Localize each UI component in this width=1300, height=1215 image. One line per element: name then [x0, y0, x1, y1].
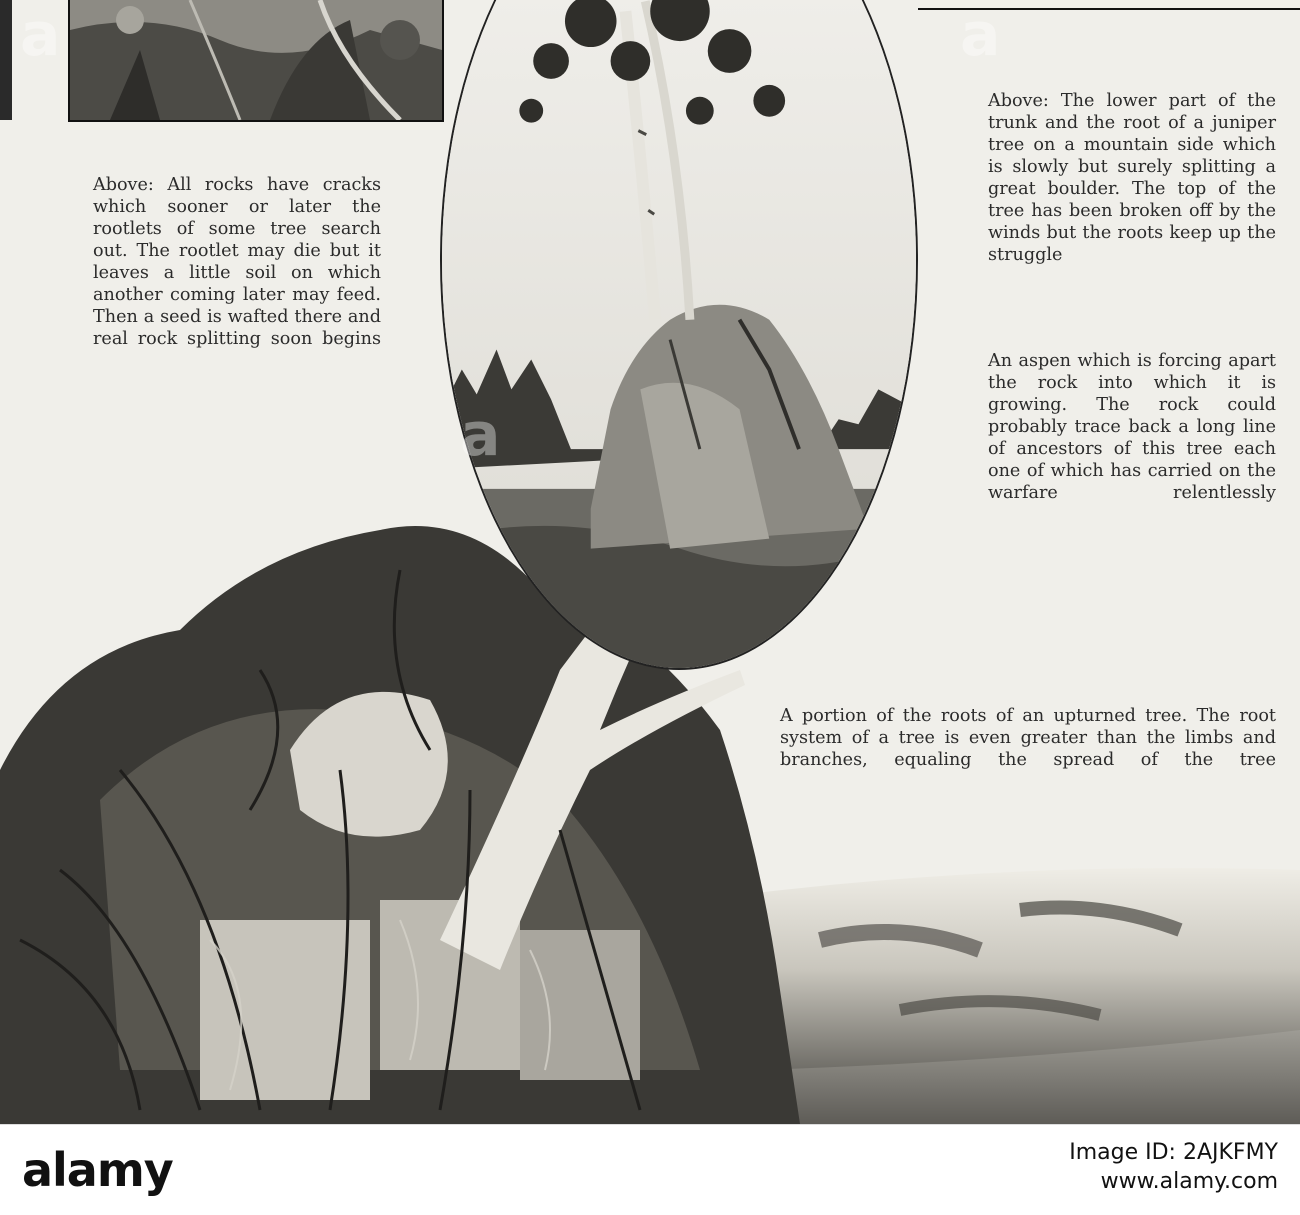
watermark-logo: a	[460, 400, 501, 470]
stock-watermark-strip	[0, 1124, 1300, 1215]
left-edge-rule	[0, 0, 12, 120]
image-url-text: www.alamy.com	[1100, 1169, 1278, 1194]
image-id-text: Image ID: 2AJKFMY	[1069, 1140, 1278, 1165]
top-right-rule	[918, 0, 1300, 10]
caption-juniper-tree: Above: The lower part of the trunk and the root of a juniper tree on a mountain side which is slowly but surely splitting a great boulder. The top of the tree has been broken off by the winds but the roots keep up the struggle	[988, 91, 1276, 265]
caption-rock-cracks: Above: All rocks have cracks which sooner or later the rootlets of some tree search out. The rootlet may die but it leaves a little soil on which another coming later may feed. Then a seed is wafted there and real rock splitting soon begins	[93, 175, 381, 349]
caption-aspen-rock: An aspen which is forcing apart the rock into which it is growing. The rock could probably trace back a long line of ancestors of this tree each one of which has carried on the warfare relentlessly	[988, 351, 1276, 503]
brand-logo: alamy	[22, 1143, 173, 1197]
watermark-logo: a	[960, 0, 1001, 70]
watermark-logo: a	[20, 0, 61, 70]
caption-upturned-roots: A portion of the roots of an upturned tree. The root system of a tree is even greater than the limbs and branches, equaling the spread of the tree	[780, 706, 1276, 770]
photo-rock-crack	[68, 0, 444, 122]
